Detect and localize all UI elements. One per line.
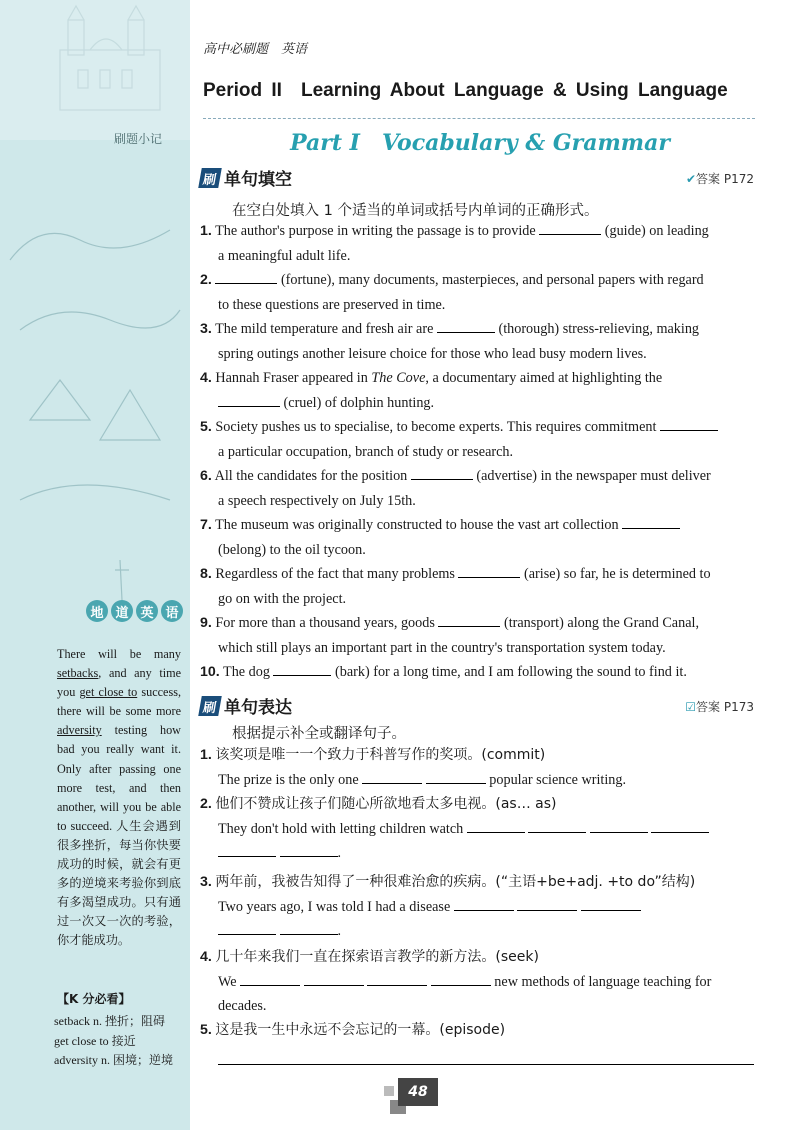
book-subtitle: 高中必刷题 英语 xyxy=(203,42,308,57)
section-heading xyxy=(200,165,292,190)
question-text: popular science writing. xyxy=(485,771,627,788)
question-text: The mild temperature and fresh air are xyxy=(215,321,437,337)
question-text: Society pushes us to specialise, to become experts. This requires commitment xyxy=(215,419,660,435)
question xyxy=(200,415,754,464)
question-text: (bark) for a long time, and I am following the sound to find it. xyxy=(331,664,687,680)
question-text: The prize is the only one xyxy=(218,771,363,788)
answer-blank[interactable] xyxy=(240,984,300,986)
answer-ref-text: 答案 P173 xyxy=(696,700,754,714)
answer-blank[interactable] xyxy=(215,282,277,284)
question-number: 3. xyxy=(200,321,212,337)
question-text: (cruel) of dolphin hunting. xyxy=(280,394,435,411)
question-chinese: 几十年来我们一直在探索语言教学的新方法。(seek) xyxy=(215,949,539,965)
section-mark-icon: 刷 xyxy=(198,696,222,716)
answer-blank[interactable] xyxy=(539,233,601,235)
answer-ref-text: 答案 P172 xyxy=(696,172,754,186)
question-number: 5. xyxy=(200,1022,212,1038)
badge-char: 地 xyxy=(86,600,108,622)
question-chinese: 两年前，我被告知得了一种很难治愈的疾病。(“主语+be+adj. +to do”结构) xyxy=(215,874,696,890)
answer-blank[interactable] xyxy=(517,909,577,911)
answer-blank[interactable] xyxy=(438,625,500,627)
question-text: go on with the project. xyxy=(218,590,347,607)
question-text: (thorough) stress-relieving, making xyxy=(494,321,700,337)
question xyxy=(200,317,754,366)
check-icon: ☑ xyxy=(685,700,697,714)
k-item: get close to 接近 xyxy=(54,1033,136,1048)
idiom-part: There will be many xyxy=(57,647,181,661)
question-text: , a documentary aimed at highlighting the xyxy=(425,370,663,386)
section-heading xyxy=(200,693,292,718)
question-number: 1. xyxy=(200,747,212,763)
question-chinese: 这是我一生中永远不会忘记的一幕。(episode) xyxy=(215,1022,506,1038)
question: 2. 他们不赞成让孩子们随心所欲地看太多电视。(as… as) They don't hold with letting children watch . xyxy=(200,792,754,866)
answer-blank[interactable] xyxy=(426,782,486,784)
idiom-text xyxy=(57,645,181,951)
section-name: 单句填空 xyxy=(224,170,292,190)
question-text: a particular occupation, branch of study or research. xyxy=(218,443,514,460)
question-text: a meaningful adult life. xyxy=(218,247,351,264)
idiom-badge xyxy=(86,600,183,622)
idiom-keyword: adversity xyxy=(57,723,102,738)
question-text: a speech respectively on July 15th. xyxy=(218,492,416,509)
question-number: 1. xyxy=(200,223,212,239)
badge-char: 语 xyxy=(161,600,183,622)
question xyxy=(200,366,754,415)
answer-blank[interactable] xyxy=(218,405,280,407)
question-text: Regardless of the fact that many problems xyxy=(215,566,459,582)
question-text: decades. xyxy=(218,998,267,1014)
question-text: Two years ago, I was told I had a disease xyxy=(218,898,451,915)
question-number: 7. xyxy=(200,517,212,533)
answer-blank[interactable] xyxy=(431,984,491,986)
answer-ref xyxy=(686,170,754,187)
answer-blank[interactable] xyxy=(581,909,641,911)
question xyxy=(200,513,754,562)
answer-blank[interactable] xyxy=(304,984,364,986)
answer-blank[interactable] xyxy=(273,674,331,676)
question xyxy=(200,1018,754,1043)
page-title: Period II Learning About Language & Using Language xyxy=(203,80,728,101)
answer-blank[interactable] xyxy=(280,933,338,935)
question-text: The author's purpose in writing the passage is to provide xyxy=(215,223,540,239)
section-name: 单句表达 xyxy=(224,698,292,718)
answer-blank[interactable] xyxy=(590,831,648,833)
question-text: spring outings another leisure choice for those who lead busy modern lives. xyxy=(218,345,647,362)
answer-blank[interactable] xyxy=(622,527,680,529)
question-text: Hannah Fraser appeared in xyxy=(215,370,372,386)
building-illustration xyxy=(0,0,190,620)
question-title-italic: The Cove xyxy=(371,370,426,386)
question-text: (advertise) in the newspaper must deliver xyxy=(472,468,711,484)
question-number: 4. xyxy=(200,949,212,965)
question xyxy=(200,945,754,1019)
note-label: 刷题小记 xyxy=(114,132,163,146)
question-text: They don't hold with letting children watch xyxy=(218,820,464,837)
question: 3. 两年前，我被告知得了一种很难治愈的疾病。(“主语+be+adj. +to do”结构) Two years ago, I was told I had a disease . xyxy=(200,874,696,939)
question-number: 2. xyxy=(200,796,212,812)
question-text: (belong) to the oil tycoon. xyxy=(218,541,366,558)
question-number: 8. xyxy=(200,566,212,582)
idiom-keyword: get close to xyxy=(79,685,138,700)
answer-ref xyxy=(685,698,754,715)
instruction: 根据提示补全或翻译句子。 xyxy=(232,726,406,742)
question-number: 6. xyxy=(200,468,212,484)
answer-line[interactable] xyxy=(218,1064,754,1065)
question-number: 2. xyxy=(200,272,212,288)
section-mark-icon: 刷 xyxy=(198,168,222,188)
answer-blank[interactable] xyxy=(367,984,427,986)
k-title: 【K 分必看】 xyxy=(57,992,131,1006)
question-text: which still plays an important part in the country's transportation system today. xyxy=(218,639,666,656)
question xyxy=(200,743,754,792)
question-text: to these questions are preserved in time. xyxy=(218,296,446,313)
answer-blank[interactable] xyxy=(218,933,276,935)
answer-blank[interactable] xyxy=(411,478,473,480)
answer-blank[interactable] xyxy=(437,331,495,333)
page-number: 48 xyxy=(398,1078,438,1106)
question-text: We xyxy=(218,973,241,990)
question-text: (transport) along the Grand Canal, xyxy=(500,615,699,631)
k-list xyxy=(54,1012,173,1071)
k-item: adversity n. 困境；逆境 xyxy=(54,1053,173,1067)
idiom-part: success, there will be some more xyxy=(57,685,181,719)
divider xyxy=(203,118,755,119)
question-text: All the candidates for the position xyxy=(214,468,411,484)
question-text: (fortune), many documents, masterpieces, and personal papers with regard xyxy=(277,272,704,288)
answer-blank[interactable] xyxy=(458,576,520,578)
badge-char: 道 xyxy=(111,600,133,622)
question xyxy=(200,660,754,685)
idiom-part: testing how bad you really want it. Only after passing one more test, and then another, will you be able to succeed. 人生会遇到很多挫折，每当你快要成功的时候，就会有更多的逆境来考验你到底有多渴望成功。只有通过一次又一次的考验，你才能成功。 xyxy=(57,723,181,948)
question-number: 9. xyxy=(200,615,212,631)
question-text: The museum was originally constructed to house the vast art collection xyxy=(215,517,623,533)
question-chinese: 他们不赞成让孩子们随心所欲地看太多电视。(as… as) xyxy=(215,796,557,812)
answer-blank[interactable] xyxy=(362,782,422,784)
k-item: setback n. 挫折；阻碍 xyxy=(54,1014,165,1028)
question-chinese: 该奖项是唯一一个致力于科普写作的奖项。(commit) xyxy=(215,747,546,763)
check-icon: ✔ xyxy=(685,172,697,186)
instruction: 在空白处填入 1 个适当的单词或括号内单词的正确形式。 xyxy=(232,203,599,219)
answer-blank[interactable] xyxy=(467,831,525,833)
idiom-part: , and any time you xyxy=(57,666,181,700)
answer-blank[interactable] xyxy=(280,855,338,857)
answer-blank[interactable] xyxy=(528,831,586,833)
question-text: The dog xyxy=(223,664,274,680)
question xyxy=(200,562,754,611)
question xyxy=(200,219,754,268)
question xyxy=(200,611,754,660)
answer-blank[interactable] xyxy=(454,909,514,911)
badge-char: 英 xyxy=(136,600,158,622)
question xyxy=(200,268,754,317)
question-text: (guide) on leading xyxy=(601,223,709,239)
question-number: 10. xyxy=(200,664,220,680)
sidebar xyxy=(0,0,190,1130)
answer-blank[interactable] xyxy=(651,831,709,833)
question-number: 4. xyxy=(200,370,212,386)
question-text: new methods of language teaching for xyxy=(490,973,712,990)
question-number: 5. xyxy=(200,419,212,435)
part-title: Part I Vocabulary & Grammar xyxy=(290,130,670,156)
answer-blank[interactable] xyxy=(660,429,718,431)
question-text: (arise) so far, he is determined to xyxy=(520,566,711,582)
page-decoration xyxy=(384,1086,394,1096)
question-text: For more than a thousand years, goods xyxy=(215,615,439,631)
answer-blank[interactable] xyxy=(218,855,276,857)
idiom-keyword: setbacks xyxy=(57,666,99,681)
question-number: 3. xyxy=(200,874,212,890)
question xyxy=(200,464,754,513)
